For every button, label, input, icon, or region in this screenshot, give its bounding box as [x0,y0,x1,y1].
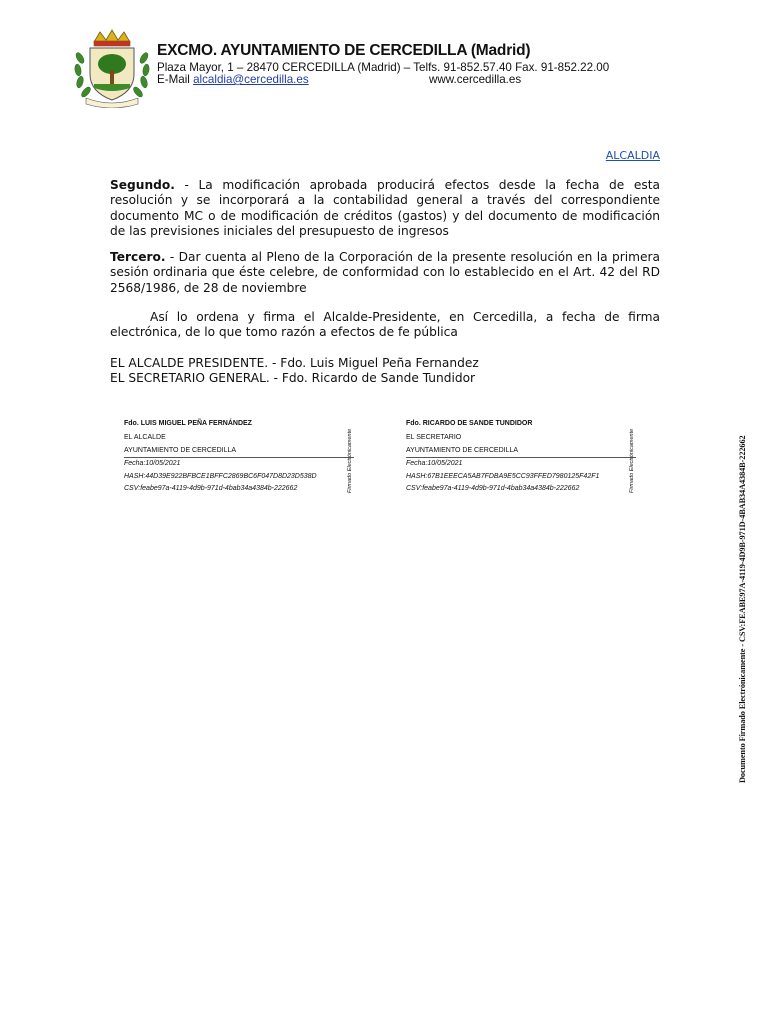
signature-csv: CSV:feabe97a-4119-4d9b-971d-4bab34a4384b-222662 [406,485,580,492]
signature-line-mayor: EL ALCALDE PRESIDENTE. - Fdo. Luis Miguel Peña Fernandez [110,356,479,370]
section-label: ALCALDIA [605,149,660,162]
paragraph-text: - La modificación aprobada producirá efectos desde la fecha de esta resolución y se incorporará a la contabilidad general a través del correspondiente documento MC o de modificación de créditos (gastos) y del documento de modificación de las previsiones iniciales del presupuesto de ingresos [110,178,660,238]
email-link[interactable]: alcaldia@cercedilla.es [193,73,309,86]
signer-name: Fdo. LUIS MIGUEL PEÑA FERNÁNDEZ [124,420,252,427]
paragraph-text: - Dar cuenta al Pleno de la Corporación de la presente resolución en la primera sesión ordinaria que éste celebre, de conformidad con lo establecido en el Art. 42 del RD 2568/1986, de 28 de noviembre [110,250,660,295]
email-label: E-Mail [157,73,190,86]
signature-block-mayor [124,420,374,496]
signer-org: AYUNTAMIENTO DE CERCEDILLA [406,445,636,459]
paragraph-segundo [110,178,660,239]
website-text: www.cercedilla.es [429,73,522,86]
contact-line [157,73,522,86]
signature-line-secretary: EL SECRETARIO GENERAL. - Fdo. Ricardo de Sande Tundidor [110,371,476,385]
signature-hash: HASH:67B1EEECA5AB7FDBA9E5CC93FFED7980125F42F1 [406,472,600,480]
paragraph-tercero [110,250,660,296]
signature-csv: CSV:feabe97a-4119-4d9b-971d-4bab34a4384b-222662 [124,485,298,492]
paragraph-lead: Tercero. [110,250,166,264]
signer-role: EL ALCALDE [124,434,166,441]
electronic-signature-stamp: Firmado Electrónicamente [629,428,635,493]
signer-org: AYUNTAMIENTO DE CERCEDILLA [124,445,354,459]
signature-date: Fecha:10/05/2021 [406,460,463,467]
verification-side-note: Documento Firmado Electrónicamente - CSV:FEABE97A-4119-4D9B-971D-4BAB34A4384B-222662 [738,435,747,783]
signer-name: Fdo. RICARDO DE SANDE TUNDIDOR [406,420,533,427]
address-line: Plaza Mayor, 1 – 28470 CERCEDILLA (Madrid) – Telfs. 91-852.57.40 Fax. 91-852.22.00 [157,61,610,74]
institution-title: EXCMO. AYUNTAMIENTO DE CERCEDILLA (Madrid) [157,42,531,59]
signer-role: EL SECRETARIO [406,434,462,441]
electronic-signature-stamp: Firmado Electrónicamente [347,428,353,493]
paragraph-lead: Segundo. [110,178,175,192]
signature-date: Fecha:10/05/2021 [124,460,181,467]
signature-hash: HASH:44D39E922BFBCE1BFFC2869BC6F047D8D23D538D [124,472,317,480]
paragraph-closing: Así lo ordena y firma el Alcalde-Presidente, en Cercedilla, a fecha de firma electrónica, de lo que tomo razón a efectos de fe pública [110,310,660,340]
municipal-crest-logo [72,28,152,108]
signature-block-secretary [406,420,656,496]
